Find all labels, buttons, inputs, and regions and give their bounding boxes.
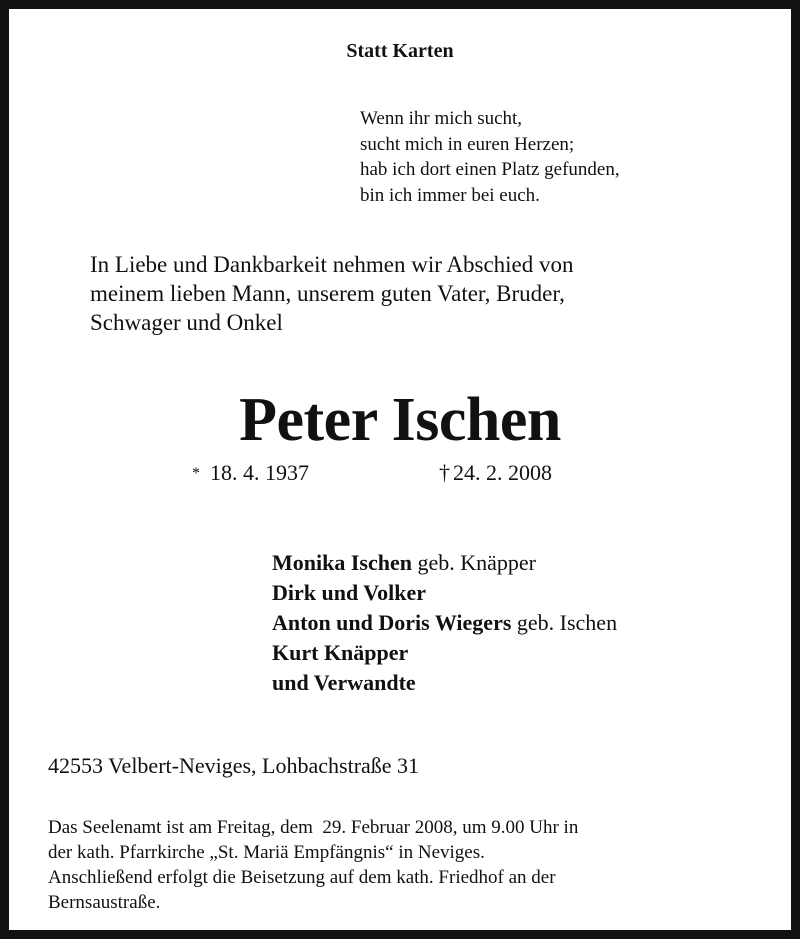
notice-line: Anschließend erfolgt die Beisetzung auf dem kath. Friedhof an der	[48, 867, 556, 888]
notice-line: der kath. Pfarrkirche „St. Mariä Empfängnis“ in Neviges.	[48, 842, 485, 863]
mourner: Kurt Knäpper	[272, 640, 409, 665]
mourner: Anton und Doris Wiegers geb. Ischen	[272, 610, 618, 635]
address: 42553 Velbert-Neviges, Lohbachstraße 31	[48, 753, 420, 778]
death-date-text: 24. 2. 2008	[453, 460, 552, 485]
death-date	[439, 460, 552, 486]
intro-line: In Liebe und Dankbarkeit nehmen wir Abschied von	[90, 252, 574, 277]
mourners-list	[272, 548, 617, 698]
deceased-name: Peter Ischen	[239, 386, 561, 454]
star-icon: *	[192, 465, 200, 482]
heading: Statt Karten	[346, 40, 454, 62]
mourner: Dirk und Volker	[272, 580, 427, 605]
notice-line: Bernsaustraße.	[48, 892, 161, 913]
cross-icon: †	[439, 460, 450, 485]
poem-line: Wenn ihr mich sucht,	[360, 108, 523, 129]
poem-line: bin ich immer bei euch.	[360, 184, 540, 206]
mourner: und Verwandte	[272, 670, 416, 695]
poem-line: sucht mich in euren Herzen;	[360, 133, 575, 155]
notice-line: Das Seelenamt ist am Freitag, dem 29. Februar 2008, um 9.00 Uhr in	[48, 817, 579, 838]
intro-line: meinem lieben Mann, unserem guten Vater, Bruder,	[90, 281, 565, 306]
poem	[360, 106, 620, 208]
mourner: Monika Ischen geb. Knäpper	[272, 550, 536, 575]
birth-date-text: 18. 4. 1937	[210, 460, 309, 485]
intro-text	[90, 250, 574, 337]
poem-line: hab ich dort einen Platz gefunden,	[360, 159, 620, 180]
birth-date	[192, 460, 309, 486]
funeral-notice	[48, 815, 578, 915]
intro-line: Schwager und Onkel	[90, 310, 283, 335]
